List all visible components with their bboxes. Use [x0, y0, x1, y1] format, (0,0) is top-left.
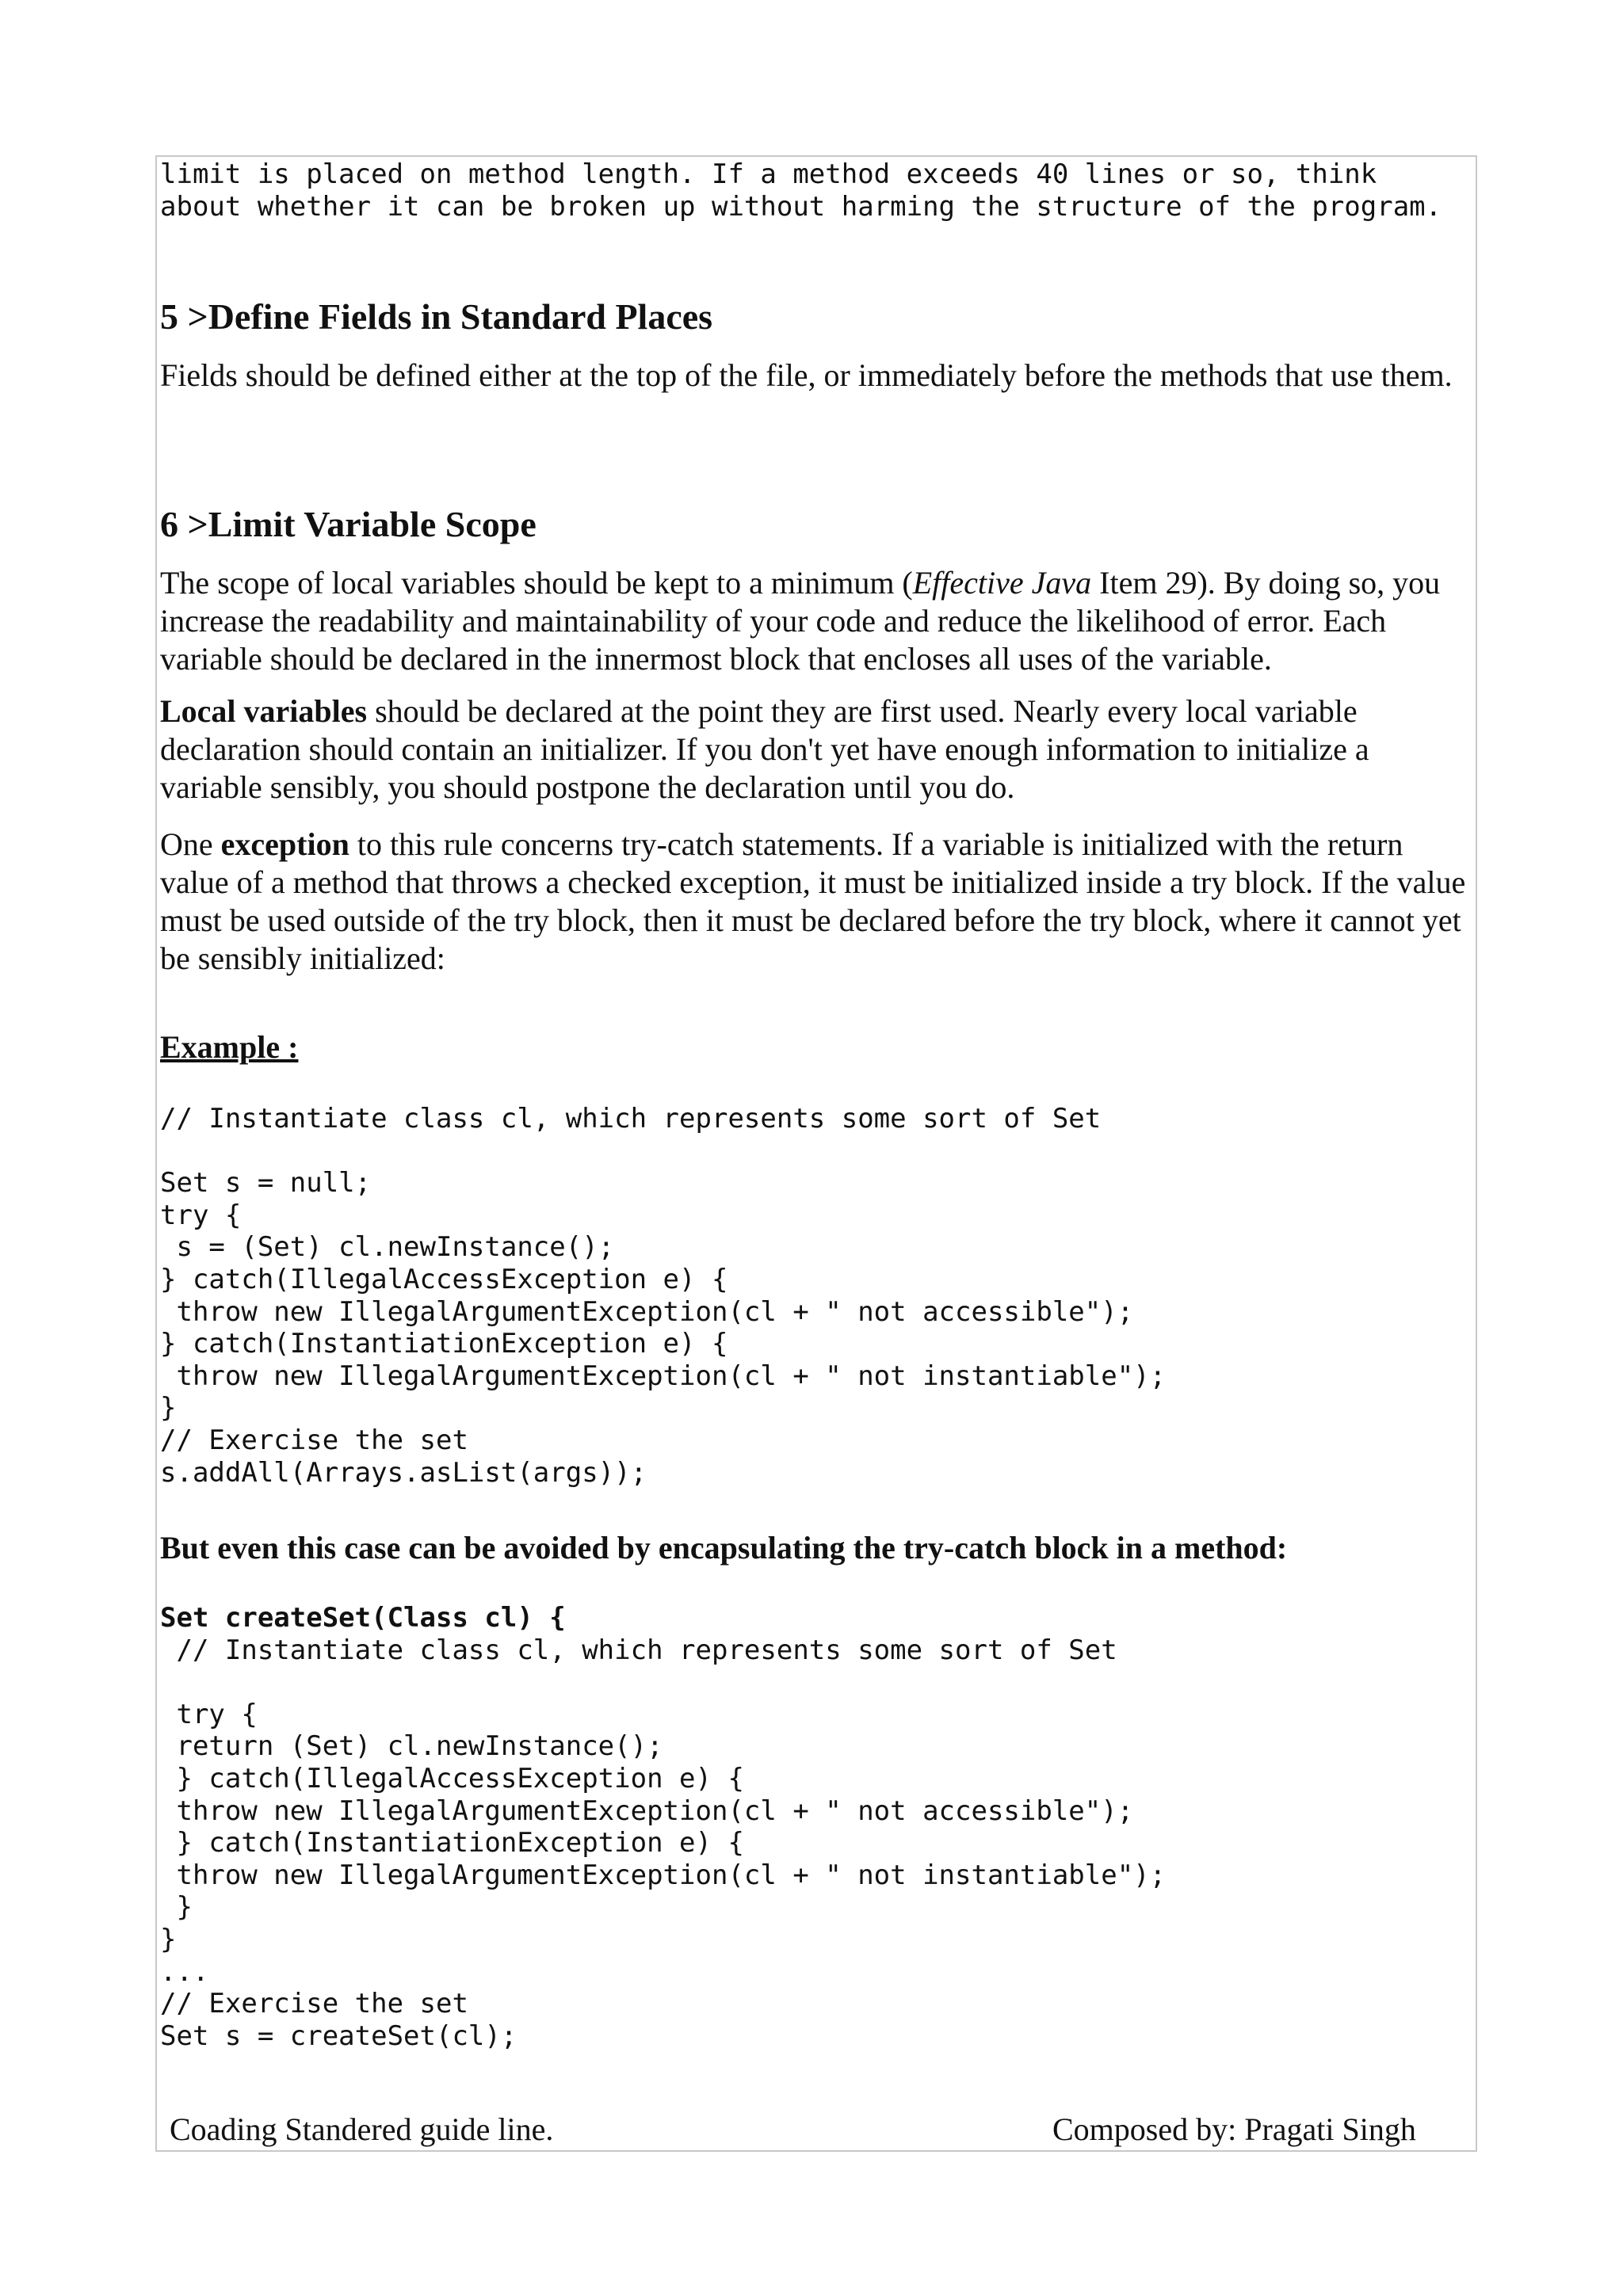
section-6-heading: 6 >Limit Variable Scope [160, 504, 537, 544]
footer-left: Coading Standered guide line. [170, 2111, 554, 2147]
p2-bold-term: Local variables [160, 693, 368, 729]
p1-book-title: Effective Java [912, 565, 1092, 601]
code2-line: // Exercise the set [160, 1988, 468, 2020]
code-block-1 [160, 1103, 1166, 1489]
code2-line: } catch(IllegalAccessException e) { [160, 1762, 744, 1794]
bold-statement: But even this case can be avoided by encapsulating the try-catch block in a method: [160, 1530, 1288, 1566]
p3-text-before: One [160, 826, 221, 862]
intro-line-2: about whether it can be broken up without harming the structure of the program. [160, 190, 1442, 223]
intro-line-1: limit is placed on method length. If a method exceeds 40 lines or so, think [160, 158, 1377, 190]
intro-code-text [160, 158, 1442, 223]
code-block-2 [160, 1602, 1166, 2052]
section-6-paragraph-2 [160, 692, 1468, 807]
section-6-paragraph-3 [160, 826, 1468, 978]
p3-bold-term: exception [220, 826, 349, 862]
code2-line: // Instantiate class cl, which represents some sort of Set [160, 1634, 1117, 1666]
p3-text-after: to this rule concerns try-catch statements. If a variable is initialized with the return value of a method that throws a checked exception, it must be initialized inside a try block. If the value must be used outside of the try block, then it must be declared before the try block, where it cannot yet be sensibly initialized: [160, 826, 1466, 976]
section-5-paragraph: Fields should be defined either at the top of the file, or immediately before the methods that use them. [160, 357, 1453, 393]
code2-line: } catch(InstantiationException e) { [160, 1827, 744, 1859]
section-6-paragraph-1 [160, 564, 1468, 678]
code1-line: // Instantiate class cl, which represents some sort of Set [160, 1103, 1102, 1135]
code1-line: } catch(IllegalAccessException e) { [160, 1263, 728, 1295]
code2-line: throw new IllegalArgumentException(cl + " not instantiable"); [160, 1859, 1167, 1891]
code1-line: s.addAll(Arrays.asList(args)); [160, 1456, 647, 1489]
code1-line: } catch(InstantiationException e) { [160, 1328, 728, 1360]
code1-line: } [160, 1392, 177, 1425]
code2-line: } [160, 1923, 177, 1955]
code2-line: Set s = createSet(cl); [160, 2019, 517, 2052]
code1-line: Set s = null; [160, 1167, 372, 1199]
code2-line: ... [160, 1955, 209, 1988]
code1-line: try { [160, 1199, 242, 1231]
section-5-heading: 5 >Define Fields in Standard Places [160, 296, 713, 337]
code2-line: throw new IllegalArgumentException(cl + " not accessible"); [160, 1794, 1134, 1827]
code1-line: // Exercise the set [160, 1424, 468, 1456]
code2-line: try { [160, 1698, 258, 1730]
code2-method-signature: Set createSet(Class cl) { [160, 1602, 566, 1634]
p1-text-after: Item 29). By doing so, you increase the readability and maintainability of your code and reduce the likelihood of error. Each variable should be declared in the innermost block that encloses all uses of the variable. [160, 565, 1441, 677]
code2-line: return (Set) cl.newInstance(); [160, 1730, 663, 1763]
code1-line: s = (Set) cl.newInstance(); [160, 1231, 615, 1264]
p2-text-after: should be declared at the point they are first used. Nearly every local variable declaration should contain an initializer. If you don't yet have enough information to initialize a variable sensibly, you should postpone the declaration until you do. [160, 693, 1369, 805]
code1-line: throw new IllegalArgumentException(cl + " not instantiable"); [160, 1360, 1167, 1392]
code1-line: throw new IllegalArgumentException(cl + " not accessible"); [160, 1295, 1134, 1328]
p1-text-before: The scope of local variables should be kept to a minimum ( [160, 565, 913, 601]
code2-line: } [160, 1891, 193, 1924]
example-label: Example : [160, 1029, 299, 1065]
footer-right: Composed by: Pragati Singh [1052, 2111, 1416, 2147]
